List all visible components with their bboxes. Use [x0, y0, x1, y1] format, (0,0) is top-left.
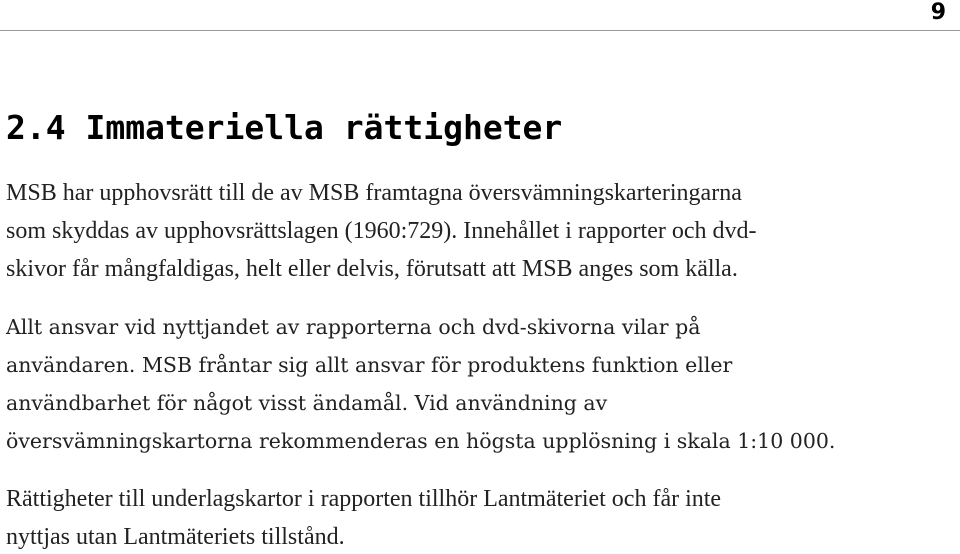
paragraph-line: MSB har upphovsrätt till de av MSB framtagna översvämningskarteringarna: [6, 180, 742, 206]
paragraph-line: skivor får mångfaldigas, helt eller delvis, förutsatt att MSB anges som källa.: [6, 256, 738, 282]
paragraph-copyright: [6, 174, 757, 288]
page-number: 9: [930, 0, 946, 25]
paragraph-line: Rättigheter till underlagskartor i rapporten tillhör Lantmäteriet och får inte: [6, 486, 722, 512]
paragraph-line: Allt ansvar vid nyttjandet av rapporterna och dvd-skivorna vilar på: [6, 315, 701, 339]
paragraph-base-maps: [6, 480, 721, 554]
header-divider: [0, 30, 960, 31]
paragraph-line: nyttjas utan Lantmäteriets tillstånd.: [6, 524, 345, 550]
paragraph-line: användaren. MSB fråntar sig allt ansvar för produktens funktion eller: [6, 353, 733, 377]
paragraph-line: som skyddas av upphovsrättslagen (1960:729). Innehållet i rapporter och dvd-: [6, 218, 757, 244]
paragraph-liability: [6, 308, 835, 460]
section-heading: 2.4 Immateriella rättigheter: [6, 108, 563, 147]
paragraph-line: användbarhet för något visst ändamål. Vid användning av: [6, 391, 608, 415]
paragraph-line: översvämningskartorna rekommenderas en högsta upplösning i skala 1:10 000.: [6, 429, 836, 453]
